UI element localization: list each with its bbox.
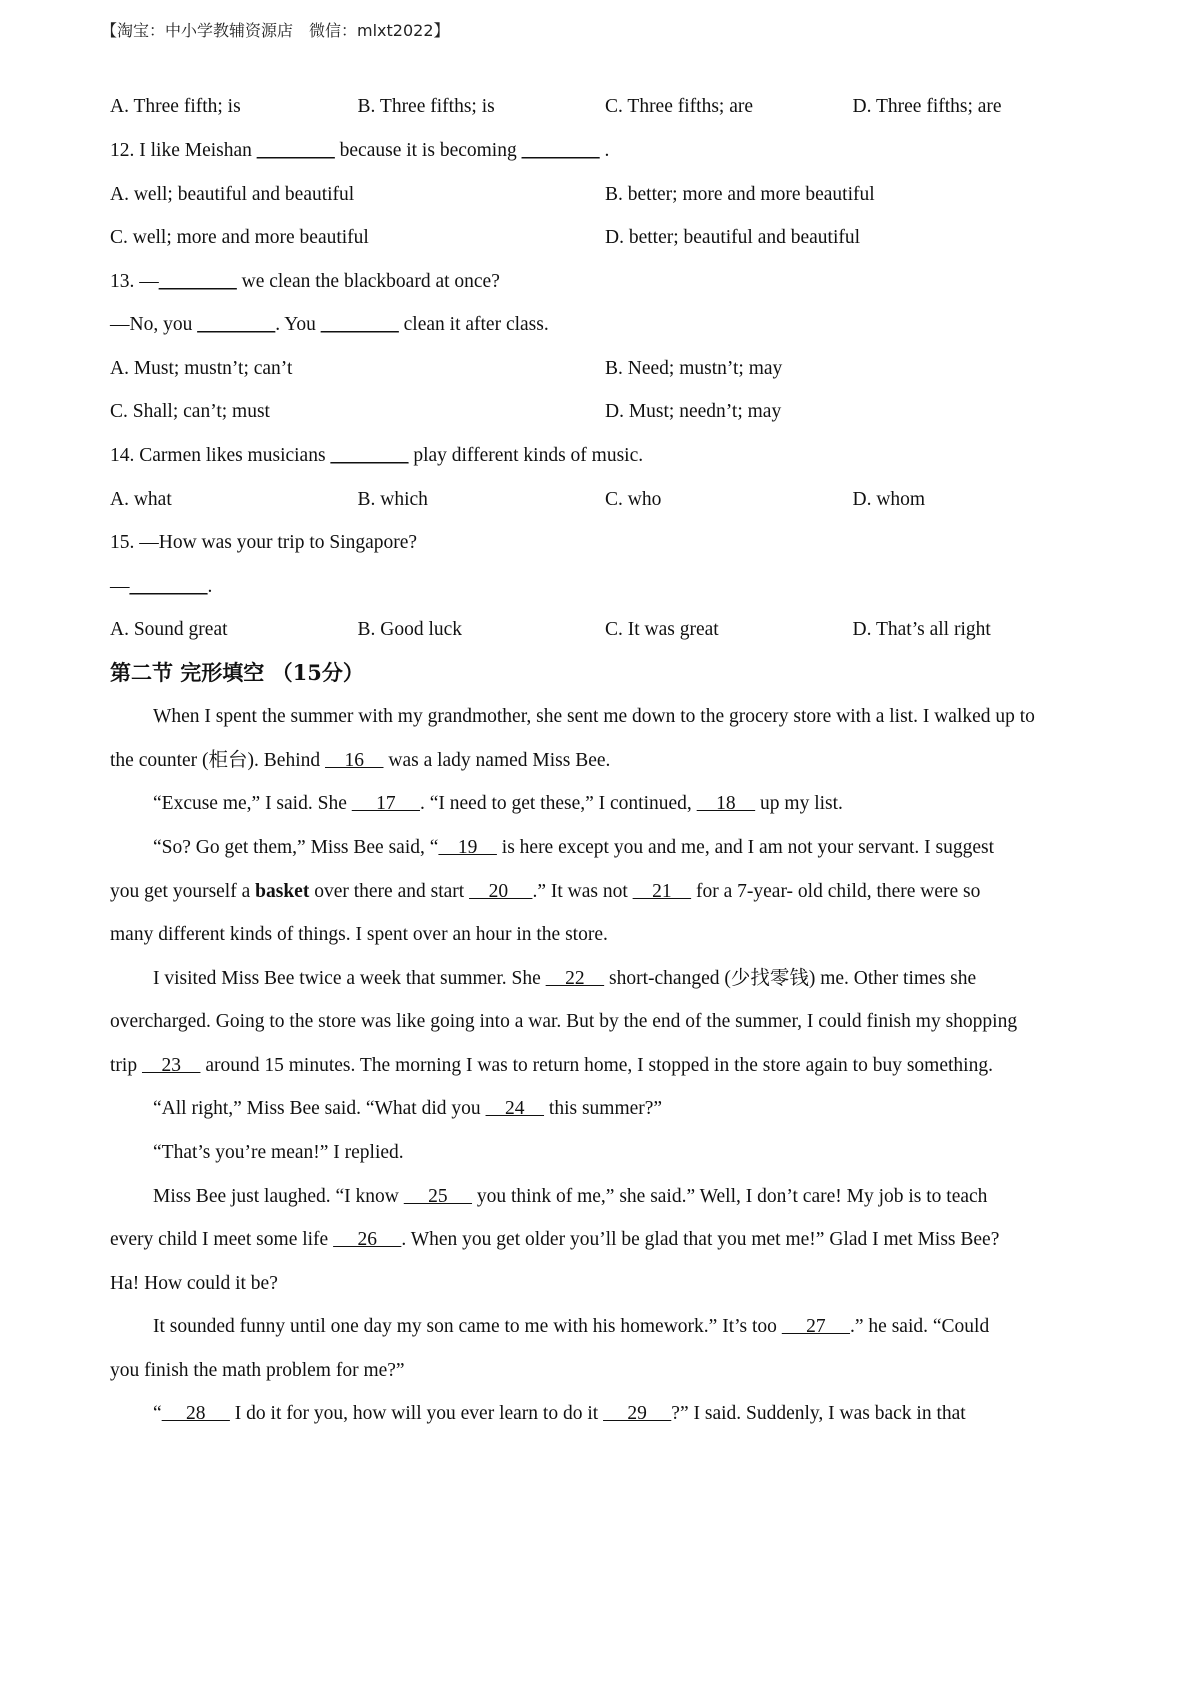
q12-option-b: B. better; more and more beautiful xyxy=(605,184,875,205)
q15-options xyxy=(110,618,1100,642)
q15-option-c: C. It was great xyxy=(605,619,719,640)
q12-option-a: A. well; beautiful and beautiful xyxy=(110,184,355,205)
q13-options-row-1 xyxy=(110,357,1100,381)
passage-p6: “That’s you’re mean!” I replied. xyxy=(153,1142,404,1163)
blank-26: 26 xyxy=(333,1229,402,1250)
q13-reply: —No, you ________. You ________ clean it after class. xyxy=(110,314,549,335)
q13-option-d: D. Must; needn’t; may xyxy=(605,401,782,422)
passage-p3-line2: you get yourself a basket over there and start 20 .” It was not 21 for a 7-year- old child, there were so xyxy=(110,881,981,902)
q14-options xyxy=(110,488,1100,512)
passage-p8-line2: you finish the math problem for me?” xyxy=(110,1360,405,1381)
q14-option-d: D. whom xyxy=(852,489,926,510)
q13-blank-3: ________ xyxy=(320,314,399,335)
q12-option-d: D. better; beautiful and beautiful xyxy=(605,227,861,248)
q15-stem: 15. —How was your trip to Singapore? xyxy=(110,532,418,553)
passage-p8-line1: It sounded funny until one day my son came to me with his homework.” It’s too 27 .” he said. “Could xyxy=(153,1316,990,1337)
q13-blank-1: ________ xyxy=(158,271,237,292)
blank-23: 23 xyxy=(141,1055,201,1076)
q13-option-a: A. Must; mustn’t; can’t xyxy=(110,358,293,379)
bold-word-basket: basket xyxy=(255,881,310,902)
passage-p1-line2: the counter (柜台). Behind 16 was a lady named Miss Bee. xyxy=(110,750,611,771)
passage-p3-line3: many different kinds of things. I spent over an hour in the store. xyxy=(110,924,608,945)
q12-blank-1: ________ xyxy=(256,140,335,161)
q15-option-b: B. Good luck xyxy=(357,619,463,640)
section-heading: 第二节 完形填空 （15分） xyxy=(110,660,364,685)
q12-option-c: C. well; more and more beautiful xyxy=(110,227,369,248)
q11-options xyxy=(110,95,1100,119)
passage-p4-line2: overcharged. Going to the store was like going into a war. But by the end of the summer, I could finish my shopping xyxy=(110,1011,1018,1032)
passage-p5: “All right,” Miss Bee said. “What did you 24 this summer?” xyxy=(153,1098,663,1119)
passage-p7-line2: every child I meet some life 26 . When you get older you’ll be glad that you met me!” Glad I met Miss Bee? xyxy=(110,1229,1000,1250)
passage-p3-line1: “So? Go get them,” Miss Bee said, “ 19 is here except you and me, and I am not your servant. I suggest xyxy=(153,837,995,858)
q14-stem: 14. Carmen likes musicians ________ play different kinds of music. xyxy=(110,445,644,466)
passage-p7-line3: Ha! How could it be? xyxy=(110,1273,278,1294)
q14-option-a: A. what xyxy=(110,489,172,510)
blank-19: 19 xyxy=(438,837,497,858)
q14-option-b: B. which xyxy=(357,489,428,510)
blank-17: 17 xyxy=(351,793,420,814)
q15-option-a: A. Sound great xyxy=(110,619,228,640)
blank-22: 22 xyxy=(545,968,605,989)
blank-16: 16 xyxy=(325,750,384,771)
blank-29: 29 xyxy=(603,1403,672,1424)
passage-p7-line1: Miss Bee just laughed. “I know 25 you think of me,” she said.” Well, I don’t care! My job is to teach xyxy=(153,1186,988,1207)
q12-options-row-1 xyxy=(110,183,1100,207)
q14-blank: ________ xyxy=(330,445,409,466)
passage-p2: “Excuse me,” I said. She 17 . “I need to get these,” I continued, 18 up my list. xyxy=(153,793,843,814)
blank-21: 21 xyxy=(632,881,692,902)
q12-options-row-2 xyxy=(110,226,1100,250)
blank-27: 27 xyxy=(781,1316,851,1337)
passage-p4-line3: trip 23 around 15 minutes. The morning I was to return home, I stopped in the store again to buy something. xyxy=(110,1055,993,1076)
q13-options-row-2 xyxy=(110,400,1100,424)
blank-20: 20 xyxy=(469,881,533,902)
q15-option-d: D. That’s all right xyxy=(852,619,991,640)
passage-p4-line1: I visited Miss Bee twice a week that summer. She 22 short-changed (少找零钱) me. Other times she xyxy=(153,968,977,989)
blank-18: 18 xyxy=(696,793,756,814)
q13-blank-2: ________ xyxy=(197,314,276,335)
q14-option-c: C. who xyxy=(605,489,662,510)
blank-28: 28 xyxy=(161,1403,230,1424)
q12-stem: 12. I like Meishan ________ because it is becoming ________ . xyxy=(110,140,610,161)
q15-reply: —________. xyxy=(110,576,213,597)
q11-option-c: C. Three fifths; are xyxy=(605,96,754,117)
passage-p9: “ 28 I do it for you, how will you ever learn to do it 29 ?” I said. Suddenly, I was back in that xyxy=(153,1403,966,1424)
q15-blank: ________ xyxy=(129,576,208,597)
q12-blank-2: ________ xyxy=(521,140,600,161)
blank-25: 25 xyxy=(403,1186,473,1207)
q13-stem: 13. —________ we clean the blackboard at once? xyxy=(110,271,500,292)
q11-option-b: B. Three fifths; is xyxy=(357,96,495,117)
blank-24: 24 xyxy=(485,1098,545,1119)
passage-p1-line1: When I spent the summer with my grandmother, she sent me down to the grocery store with a list. I walked up to xyxy=(153,706,1035,727)
page-header: 【淘宝：中小学教辅资源店 微信：mlxt2022】 xyxy=(101,21,450,40)
q13-option-b: B. Need; mustn’t; may xyxy=(605,358,783,379)
q11-option-a: A. Three fifth; is xyxy=(110,96,241,117)
q11-option-d: D. Three fifths; are xyxy=(852,96,1002,117)
q13-option-c: C. Shall; can’t; must xyxy=(110,401,270,422)
